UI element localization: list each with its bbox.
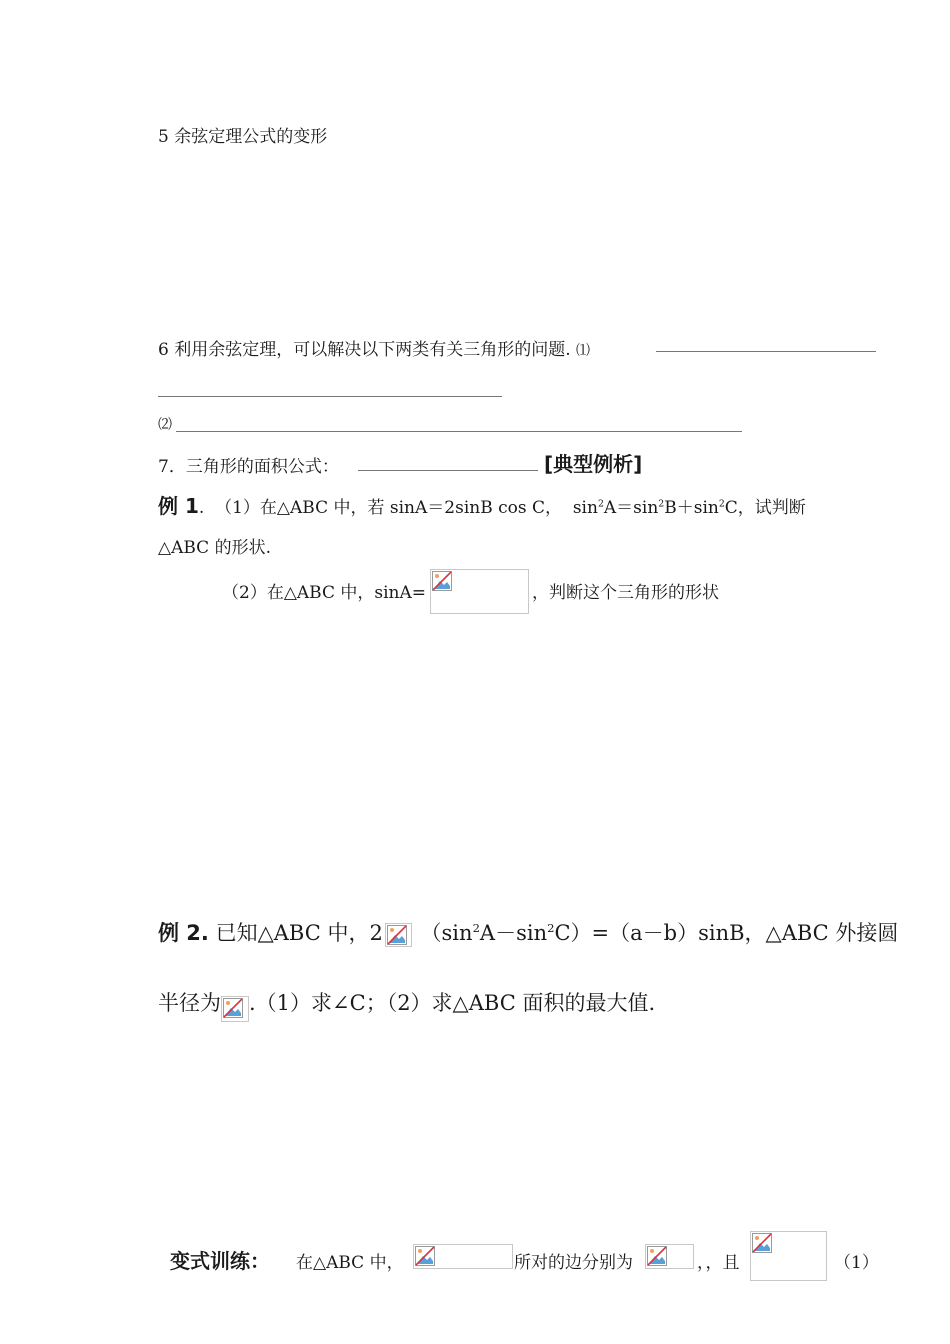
example-2-l2b: .（1）求∠C；（2）求△ABC 面积的最大值. [249,991,656,1015]
variant-t2: 所对的边分别为 [514,1253,633,1273]
item-6-question: 6 利用余弦定理，可以解决以下两类有关三角形的问题. [158,340,571,360]
item-6-part2-label: ⑵ [158,417,172,433]
example-1-part2-a: （2）在△ABC 中，sinA= [222,583,427,603]
broken-image-icon [647,1246,667,1266]
item-6-text [158,335,590,360]
example-1-part1-b: $\sin^2A=\sin^2B+\sin^2C$，试判断 [572,498,806,518]
example-2-t1: 已知△ABC 中，2 [215,921,383,945]
example-1-line-2: △ABC 的形状. [158,538,271,558]
area-formula-blank[interactable] [358,470,538,471]
broken-image-icon [432,571,452,591]
formula-image-angles [413,1244,513,1269]
broken-image-icon [223,998,243,1018]
item-7-text: 7．三角形的面积公式： [158,457,339,477]
answer-blank-1[interactable] [656,351,876,352]
example-1-part1-a: （1）在△ABC 中，若 sinA＝2sinB cos C， [215,498,562,518]
example-1-line-1 [158,490,806,519]
formula-image-sides [645,1244,694,1269]
broken-image-icon [752,1233,772,1253]
variant-t3: ，，且 [697,1253,740,1273]
item-5-text: 5 余弦定理公式的变形 [158,127,328,147]
example-1-part2-b: ，判断这个三角形的形状 [532,583,719,603]
example-1-label: 例 1 [158,494,199,518]
formula-image-2 [385,923,412,947]
section-heading: [典型例析] [544,452,643,476]
example-2-line-1 [158,917,898,947]
broken-image-icon [415,1246,435,1266]
variant-t4: （1） [834,1253,879,1273]
example-2-line-2 [158,987,655,1022]
variant-label: 变式训练： [170,1249,270,1273]
formula-image-condition [750,1231,827,1281]
item-6-part1-label: ⑴ [576,343,591,359]
variant-t1: 在△ABC 中， [296,1253,404,1273]
example-2-l2a: 半径为 [158,991,221,1015]
answer-blank-2[interactable] [176,431,742,432]
example-1-dot: . [198,498,205,518]
answer-blank-1-cont[interactable] [158,396,502,397]
example-2-t2: $(\sin^2A-\sin^2C)=(a-b)\sin B$，△ABC 外接圆 [420,921,899,945]
broken-image-icon [387,925,407,945]
example-2-label: 例 2. [158,921,209,945]
formula-image-radius [221,996,249,1022]
formula-image-sinA [430,569,529,614]
